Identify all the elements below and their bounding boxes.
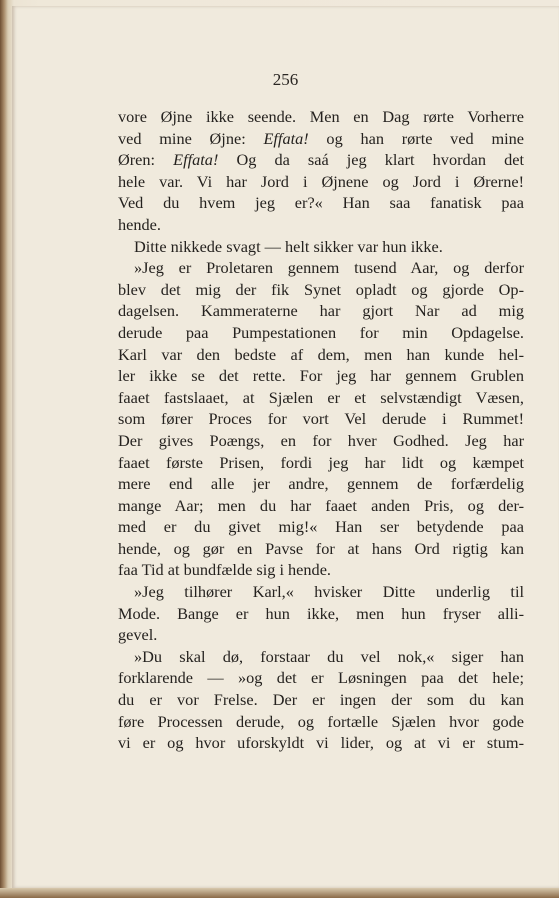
text-line-content: og han rørte ved mine xyxy=(308,128,524,148)
text-line xyxy=(118,300,524,322)
text-line-content: vore Øjne ikke seende. Men en Dag rørte Vorherre xyxy=(118,107,524,126)
text-line-content: »Jeg tilhører Karl,« hvisker Ditte underlig til xyxy=(134,582,524,602)
text-line-content: føre Processen derude, og fortælle Sjælen hvor gode xyxy=(118,711,524,731)
text-line xyxy=(118,732,524,754)
text-line xyxy=(118,581,524,603)
text-line-content: ved mine Øjne: xyxy=(118,128,264,148)
text-line xyxy=(118,171,524,193)
text-line-content: derude paa Pumpestationen for min Opdagelse. xyxy=(118,322,524,342)
text-line-content: som fører Proces for vort Vel derude i Rummet! xyxy=(118,409,524,429)
text-line-content: faaet første Prisen, fordi jeg har lidt og kæmpet xyxy=(118,452,524,472)
text-line xyxy=(118,495,524,517)
text-line xyxy=(118,452,524,474)
text-line xyxy=(118,257,524,279)
text-line-content: gevel. xyxy=(118,625,158,645)
text-line xyxy=(118,430,524,452)
text-line-content: Ditte nikkede svagt — helt sikker var hun ikke. xyxy=(134,236,443,256)
text-line-content: Ved du hvem jeg er?« Han saa fanatisk paa xyxy=(118,193,524,213)
text-line-content: hele var. Vi har Jord i Øjnene og Jord i Ørerne! xyxy=(118,171,524,191)
text-line xyxy=(118,149,524,171)
text-line-content: Øren: xyxy=(118,150,174,170)
text-line xyxy=(118,408,524,430)
text-line xyxy=(118,279,524,301)
book-bottom-edge xyxy=(0,888,559,898)
text-line-content: blev det mig der fik Synet opladt og gjorde Op- xyxy=(118,279,524,299)
text-line xyxy=(118,214,524,236)
text-line xyxy=(118,711,524,733)
text-line-content: Der gives Poængs, en for hver Godhed. Jeg har xyxy=(118,430,524,450)
text-line xyxy=(118,365,524,387)
text-line-content: faa Tid at bundfælde sig i hende. xyxy=(118,560,331,580)
text-line xyxy=(118,624,524,646)
text-line xyxy=(118,387,524,409)
text-line-content: hende. xyxy=(118,214,161,234)
text-line xyxy=(118,603,524,625)
text-line xyxy=(118,538,524,560)
text-line xyxy=(118,667,524,689)
text-line-content: vi er og hvor uforskyldt vi lider, og at vi er stum- xyxy=(118,733,524,753)
text-line-content: mange Aar; men du har faaet anden Pris, og der- xyxy=(118,495,524,515)
text-line-content: Og da saá jeg klart hvordan det xyxy=(218,150,524,170)
text-line-content: du er vor Frelse. Der er ingen der som du kan xyxy=(118,690,524,710)
text-line-content: »Jeg er Proletaren gennem tusend Aar, og derfor xyxy=(134,258,524,278)
text-line xyxy=(118,106,524,128)
text-line-content: »Du skal dø, forstaar du vel nok,« siger han xyxy=(134,646,524,666)
text-line xyxy=(118,473,524,495)
text-line xyxy=(118,192,524,214)
text-line-content: forklarende — »og det er Løsningen paa det hele; xyxy=(118,668,524,688)
text-line xyxy=(118,689,524,711)
text-line-content: ler ikke se det rette. For jeg har gennem Grublen xyxy=(118,366,524,386)
text-line xyxy=(118,344,524,366)
italic-word: Effata! xyxy=(173,150,219,170)
text-line-content: faaet fastslaaet, at Sjælen er et selvstændigt Væsen, xyxy=(118,387,524,407)
text-line-content: mere end alle jer andre, gennem de forfærdelig xyxy=(118,474,524,494)
text-line-content: hende, og gør en Pavse for at hans Ord rigtig kan xyxy=(118,538,524,558)
text-line xyxy=(118,236,524,258)
body-text xyxy=(118,106,524,754)
italic-word: Effata! xyxy=(263,128,309,148)
text-line-content: Karl var den bedste af dem, men han kunde hel- xyxy=(118,344,524,364)
text-line xyxy=(118,322,524,344)
text-line-content: med er du givet mig!« Han ser betydende paa xyxy=(118,517,524,537)
text-line xyxy=(118,646,524,668)
page-number: 256 xyxy=(272,70,299,89)
text-line-content: dagelsen. Kammeraterne har gjort Nar ad mig xyxy=(118,301,524,321)
text-line xyxy=(118,128,524,150)
text-line xyxy=(118,559,524,581)
text-line-content: Mode. Bange er hun ikke, men hun fryser alli- xyxy=(118,603,524,623)
text-line xyxy=(118,516,524,538)
